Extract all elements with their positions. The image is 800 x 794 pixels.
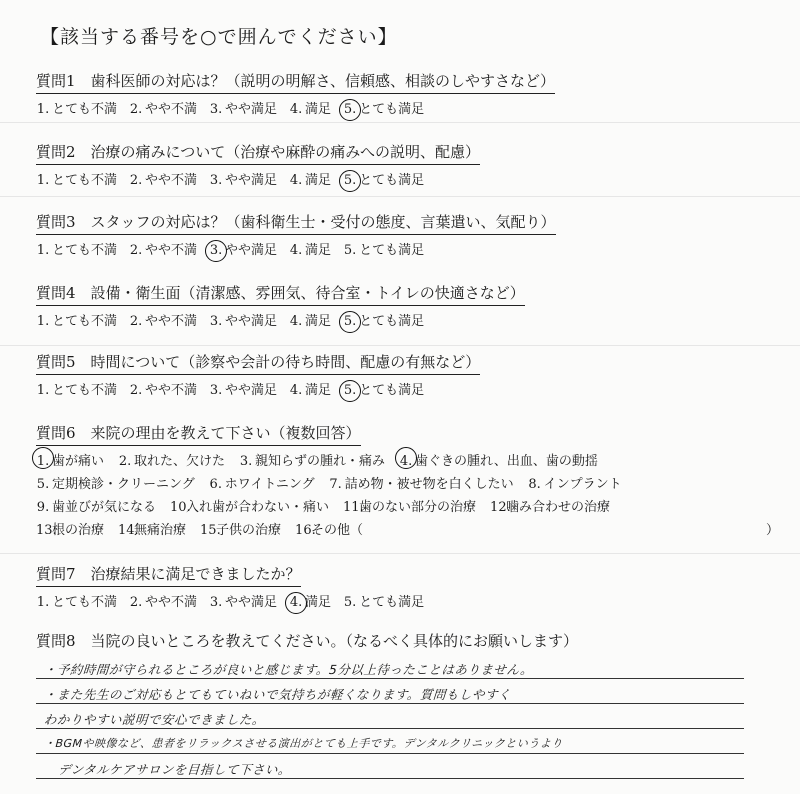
question-3: [36, 211, 796, 258]
question-8-title: 質問8 当院の良いところを教えてください。（なるべく具体的にお願いします）: [36, 632, 579, 650]
rating-option[interactable]: [129, 379, 197, 398]
option-number: 11.: [343, 500, 364, 515]
option-number: 5.: [343, 243, 357, 258]
reason-row: [36, 450, 796, 473]
rating-option[interactable]: [209, 379, 277, 398]
option-label: やや不満: [145, 383, 198, 398]
option-number: 7.: [329, 477, 342, 492]
option-number-circled: 5.: [343, 383, 357, 398]
option-label: 歯ぐきの腫れ、出血、歯の動揺: [415, 454, 598, 469]
answer-rule: [36, 778, 744, 779]
rating-option[interactable]: [343, 496, 476, 519]
option-label: やや不満: [145, 243, 198, 258]
option-label: とても不満: [52, 102, 118, 117]
option-label: とても不満: [52, 383, 118, 398]
option-number: 3.: [239, 454, 253, 469]
option-label: 満足: [305, 243, 332, 258]
option-number-circled: 5.: [343, 314, 357, 329]
rating-option[interactable]: [289, 239, 331, 258]
option-label: やや満足: [225, 595, 278, 610]
question-8: [36, 630, 796, 653]
answer-line: わかりやすい説明で安心できました。: [43, 712, 266, 727]
rating-option[interactable]: [36, 473, 195, 496]
rating-option[interactable]: [295, 519, 363, 542]
option-number-circled: 5.: [343, 173, 357, 188]
option-label: 歯のない部分の治療: [359, 500, 477, 515]
option-label: インプラント: [543, 477, 622, 492]
option-number: 8.: [528, 477, 541, 492]
option-label: 満足: [305, 173, 332, 188]
option-label: 満足: [305, 595, 332, 610]
option-label: やや満足: [225, 102, 278, 117]
rating-option[interactable]: [209, 239, 277, 258]
rating-option[interactable]: [36, 519, 104, 542]
answer-rule: [36, 678, 744, 679]
answer-line: デンタルケアサロンを目指して下さい。: [57, 762, 292, 777]
rating-options: [36, 239, 796, 258]
option-number: 3.: [209, 314, 223, 329]
option-number: 3.: [209, 595, 223, 610]
reason-row: [36, 496, 796, 519]
question-7: [36, 563, 796, 610]
question-6-options: [36, 450, 796, 542]
option-number: 5.: [36, 477, 50, 492]
answer-rule: [36, 728, 744, 729]
option-label: 歯並びが気になる: [52, 500, 157, 515]
question-4: [36, 282, 796, 329]
option-label: 親知らずの腫れ・痛み: [255, 454, 386, 469]
option-label: 詰め物・被せ物を白くしたい: [344, 477, 514, 492]
option-number: 4.: [289, 243, 303, 258]
answer-rule: [36, 753, 744, 754]
rating-option[interactable]: [289, 591, 331, 610]
option-label: やや不満: [145, 102, 198, 117]
rating-option[interactable]: [129, 310, 197, 329]
rating-option[interactable]: [289, 310, 331, 329]
rating-option[interactable]: [129, 98, 197, 117]
option-label: とても満足: [359, 243, 425, 258]
rating-option[interactable]: [329, 473, 514, 496]
other-close-paren: ）: [766, 523, 780, 538]
question-title: 質問2 治療の痛みについて（治療や麻酔の痛みへの説明、配慮）: [36, 141, 480, 165]
option-number: 13.: [36, 523, 57, 538]
rating-option[interactable]: [289, 98, 331, 117]
rating-option[interactable]: [200, 519, 281, 542]
question-1: [36, 70, 796, 117]
rating-option[interactable]: [36, 169, 117, 188]
answer-line: ・BGMや映像など、患者をリラックスさせる演出がとても上手です。デンタルクリニックというより: [43, 737, 564, 750]
option-label: やや不満: [145, 173, 198, 188]
option-number-circled: 3.: [209, 243, 223, 258]
option-number: 1.: [36, 243, 50, 258]
option-label: 噛み合わせの治療: [506, 500, 611, 515]
option-number: 4.: [289, 383, 303, 398]
option-number-circled: 4.: [289, 595, 303, 610]
question-6-title: 質問6 来院の理由を教えて下さい（複数回答）: [36, 422, 361, 446]
rating-option[interactable]: [36, 450, 104, 473]
option-label: とても満足: [359, 102, 425, 117]
option-number: 14.: [118, 523, 139, 538]
rating-option[interactable]: [209, 310, 277, 329]
option-label: とても満足: [359, 595, 425, 610]
option-label: とても不満: [52, 173, 118, 188]
option-number: 6.: [209, 477, 222, 492]
option-label: とても満足: [359, 173, 425, 188]
rating-option[interactable]: [289, 379, 331, 398]
rating-option[interactable]: [36, 496, 156, 519]
rating-options: [36, 169, 796, 188]
option-number: 15.: [200, 523, 221, 538]
option-number: 1.: [36, 383, 50, 398]
rating-option[interactable]: [209, 591, 277, 610]
option-label: 子供の治療: [216, 523, 282, 538]
rating-option[interactable]: [129, 591, 197, 610]
rating-option[interactable]: [36, 239, 117, 258]
rating-option[interactable]: [36, 98, 117, 117]
rating-option[interactable]: [170, 496, 329, 519]
rating-option[interactable]: [343, 379, 424, 398]
option-label: 根の治療: [52, 523, 105, 538]
option-label: ホワイトニング: [224, 477, 315, 492]
question-6: [36, 422, 796, 542]
option-number: 2.: [129, 595, 143, 610]
option-label: とても不満: [52, 595, 118, 610]
option-label: 無痛治療: [134, 523, 187, 538]
question-title: 質問1 歯科医師の対応は？（説明の明解さ、信頼感、相談のしやすさなど）: [36, 70, 555, 94]
option-number: 1.: [36, 595, 50, 610]
rating-option[interactable]: [343, 239, 424, 258]
option-label: やや不満: [145, 595, 198, 610]
option-number: 2.: [129, 243, 143, 258]
option-label: 歯が痛い: [52, 454, 105, 469]
question-5: [36, 351, 796, 398]
rating-option[interactable]: [239, 450, 385, 473]
rating-option[interactable]: [118, 519, 186, 542]
answer-rule: [36, 703, 744, 704]
option-number: 2.: [129, 383, 143, 398]
option-number: 4.: [289, 314, 303, 329]
option-number: 2.: [118, 454, 132, 469]
question-title: 質問3 スタッフの対応は？（歯科衛生士・受付の態度、言葉遣い、気配り）: [36, 211, 556, 235]
rating-option[interactable]: [36, 310, 117, 329]
option-number: 1.: [36, 314, 50, 329]
answer-line: ・また先生のご対応もとてもていねいで気持ちが軽くなります。質問もしやすく: [43, 687, 512, 702]
option-number: 1.: [36, 173, 50, 188]
rating-option[interactable]: [209, 98, 277, 117]
answer-line: ・予約時間が守られるところが良いと感じます。5分以上待ったことはありません。: [43, 662, 534, 677]
option-label: やや満足: [225, 243, 278, 258]
option-number: 3.: [209, 383, 223, 398]
option-label: 取れた、欠けた: [134, 454, 226, 469]
option-number-circled: 4.: [399, 450, 413, 473]
option-label: やや満足: [225, 314, 278, 329]
option-number: 4.: [289, 102, 303, 117]
option-label: とても満足: [359, 383, 425, 398]
rating-option[interactable]: [36, 591, 117, 610]
page-header: 【該当する番号を○で囲んでください】: [40, 26, 398, 48]
option-number: 3.: [209, 173, 223, 188]
rating-option[interactable]: [289, 169, 331, 188]
question-title: 質問4 設備・衛生面（清潔感、雰囲気、待合室・トイレの快適さなど）: [36, 282, 525, 306]
rating-option[interactable]: [209, 169, 277, 188]
option-number: 9.: [36, 500, 50, 515]
rating-option[interactable]: [129, 169, 197, 188]
rating-option[interactable]: [399, 450, 598, 473]
option-number: 1.: [36, 102, 50, 117]
option-label: 満足: [305, 383, 332, 398]
rating-option[interactable]: [343, 591, 424, 610]
rating-options: [36, 98, 796, 117]
option-number: 4.: [289, 173, 303, 188]
option-number: 3.: [209, 102, 223, 117]
rating-option[interactable]: [490, 496, 610, 519]
option-number: 12.: [490, 500, 511, 515]
option-number-circled: 5.: [343, 102, 357, 117]
option-label: その他（: [311, 523, 364, 538]
option-number: 16.: [295, 523, 316, 538]
rating-options: [36, 310, 796, 329]
option-label: 定期検診・クリーニング: [52, 477, 195, 492]
option-label: とても不満: [52, 314, 118, 329]
rating-option[interactable]: [343, 310, 424, 329]
option-label: とても満足: [359, 314, 425, 329]
rating-option[interactable]: [209, 473, 315, 496]
option-number: 2.: [129, 102, 143, 117]
option-number: 2.: [129, 173, 143, 188]
option-number: 10.: [170, 500, 191, 515]
rating-options: [36, 379, 796, 398]
question-title: 質問7 治療結果に満足できましたか？: [36, 563, 301, 587]
question-2: [36, 141, 796, 188]
option-number: 5.: [343, 595, 357, 610]
rating-option[interactable]: [118, 450, 225, 473]
option-number-circled: 1.: [36, 450, 50, 473]
question-title: 質問5 時間について（診察や会計の待ち時間、配慮の有無など）: [36, 351, 480, 375]
rating-option[interactable]: [528, 473, 622, 496]
option-label: 入れ歯が合わない・痛い: [186, 500, 330, 515]
rating-option[interactable]: [129, 239, 197, 258]
reason-row: [36, 473, 796, 496]
rating-option[interactable]: [36, 379, 117, 398]
option-label: 満足: [305, 102, 332, 117]
option-label: とても不満: [52, 243, 118, 258]
rating-options: [36, 591, 796, 610]
option-number: 2.: [129, 314, 143, 329]
option-label: やや満足: [225, 173, 278, 188]
rating-option[interactable]: [343, 98, 424, 117]
option-label: やや不満: [145, 314, 198, 329]
reason-row: [36, 519, 796, 542]
option-label: やや満足: [225, 383, 278, 398]
rating-option[interactable]: [343, 169, 424, 188]
option-label: 満足: [305, 314, 332, 329]
